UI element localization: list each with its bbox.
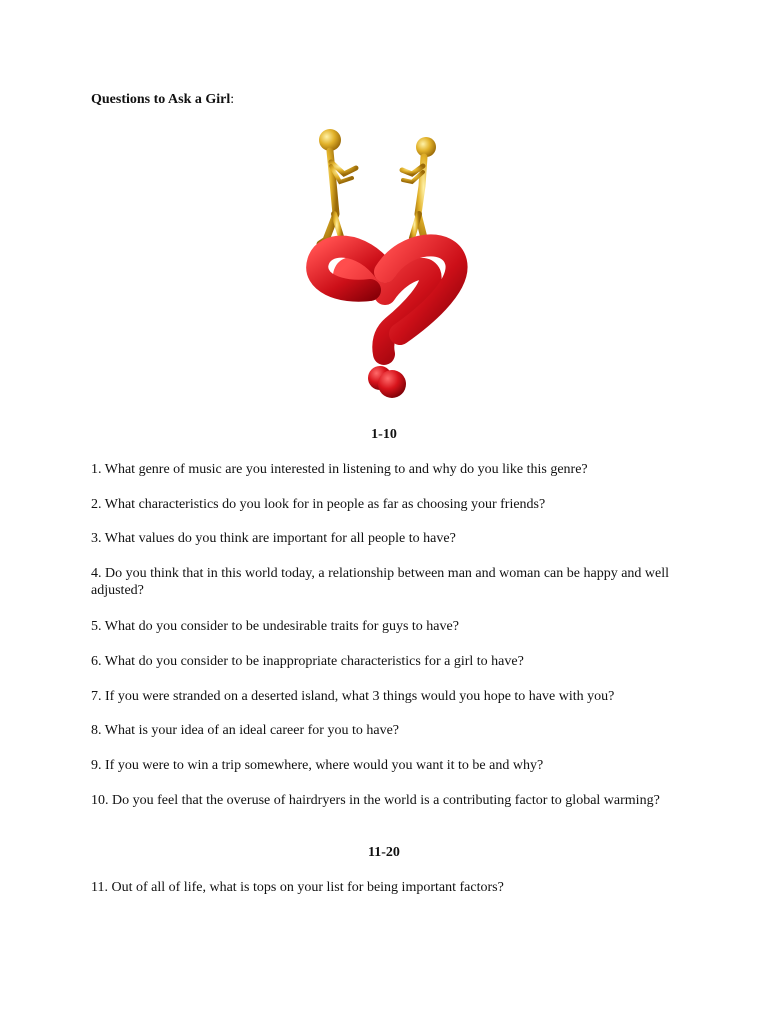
question-item: 5. What do you consider to be undesirable traits for guys to have?	[91, 619, 459, 634]
left-figure-icon	[318, 129, 356, 248]
section-heading-1-10: 1-10	[371, 427, 397, 442]
question-item: 7. If you were stranded on a deserted island, what 3 things would you hope to have with you?	[91, 689, 615, 704]
heart-question-mark-icon	[317, 245, 456, 398]
question-item: 8. What is your idea of an ideal career for you to have?	[91, 723, 399, 738]
question-item: 9. If you were to win a trip somewhere, where would you want it to be and why?	[91, 758, 544, 773]
question-item: 11. Out of all of life, what is tops on your list for being important factors?	[91, 880, 504, 895]
heart-question-mark-illustration	[300, 122, 470, 412]
question-item: 6. What do you consider to be inappropriate characteristics for a girl to have?	[91, 654, 524, 669]
question-item: 1. What genre of music are you interested in listening to and why do you like this genre?	[91, 462, 588, 477]
question-item: 2. What characteristics do you look for in people as far as choosing your friends?	[91, 497, 546, 512]
question-item: 10. Do you feel that the overuse of hairdryers in the world is a contributing factor to global warming?	[91, 793, 660, 808]
question-item: 3. What values do you think are important for all people to have?	[91, 531, 456, 546]
question-item: 4. Do you think that in this world today, a relationship between man and woman can be happy and well adjusted?	[91, 566, 670, 598]
page-title: Questions to Ask a Girl:	[91, 92, 235, 107]
right-figure-icon	[402, 137, 436, 247]
section-heading-11-20: 11-20	[368, 845, 400, 860]
